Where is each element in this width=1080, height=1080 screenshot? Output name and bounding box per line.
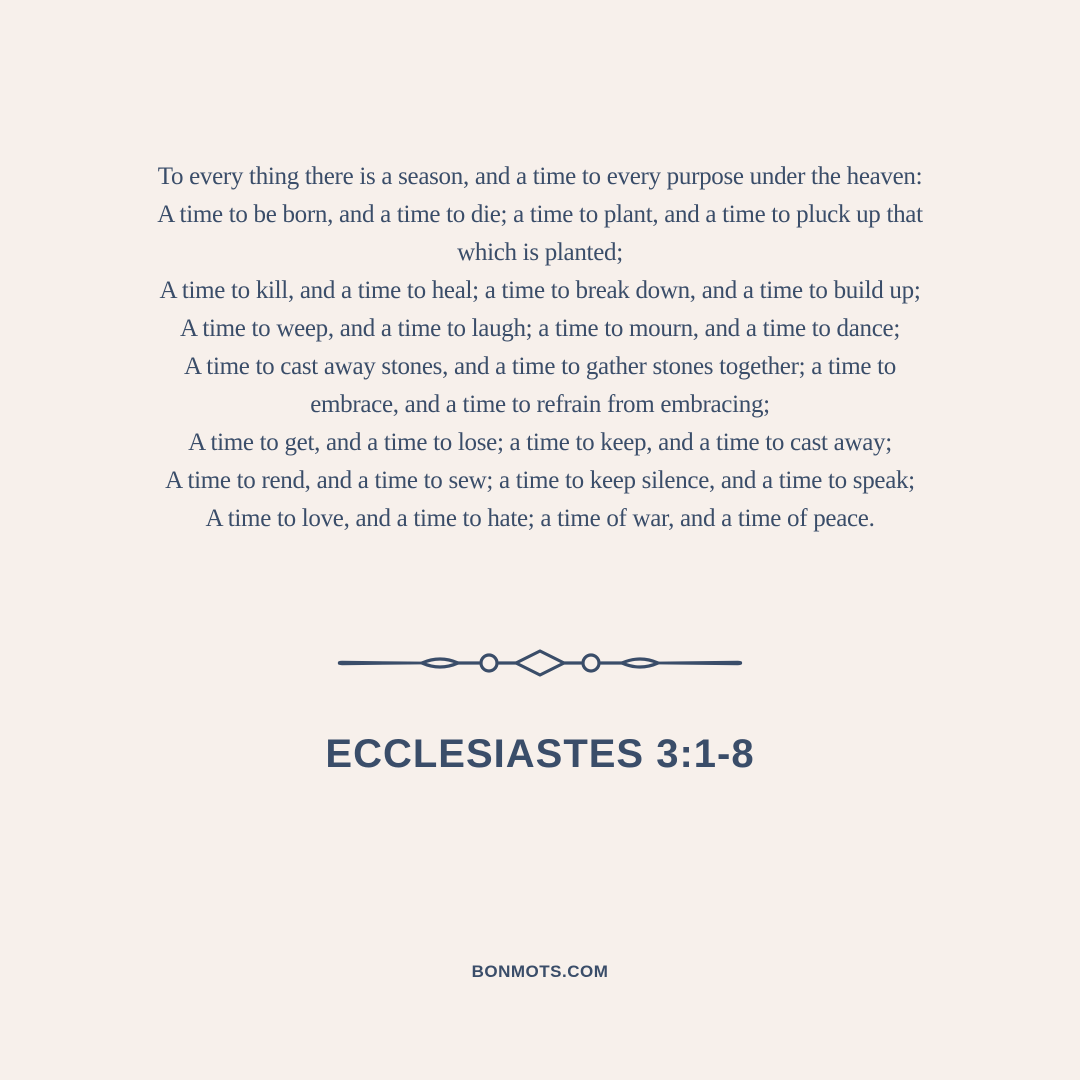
- scripture-reference: ECCLESIASTES 3:1-8: [325, 732, 755, 776]
- ornamental-divider-icon: [336, 646, 744, 680]
- quote-line: A time to love, and a time to hate; a time of war, and a time of peace.: [205, 505, 875, 532]
- quote-line: A time to rend, and a time to sew; a time to keep silence, and a time to speak;: [165, 467, 915, 494]
- quote-line: A time to cast away stones, and a time to gather stones together; a time to: [183, 353, 897, 380]
- quote-line: embrace, and a time to refrain from embracing;: [310, 391, 770, 418]
- quote-line: To every thing there is a season, and a time to every purpose under the heaven:: [157, 163, 923, 190]
- quote-line: A time to kill, and a time to heal; a time to break down, and a time to build up;: [159, 277, 921, 304]
- site-link[interactable]: BONMOTS.COM: [471, 962, 609, 981]
- quote-text: [90, 158, 990, 538]
- quote-line: which is planted;: [457, 239, 623, 266]
- quote-line: A time to get, and a time to lose; a time to keep, and a time to cast away;: [188, 429, 892, 456]
- quote-line: A time to weep, and a time to laugh; a time to mourn, and a time to dance;: [180, 315, 900, 342]
- quote-line: A time to be born, and a time to die; a time to plant, and a time to pluck up that: [157, 201, 923, 228]
